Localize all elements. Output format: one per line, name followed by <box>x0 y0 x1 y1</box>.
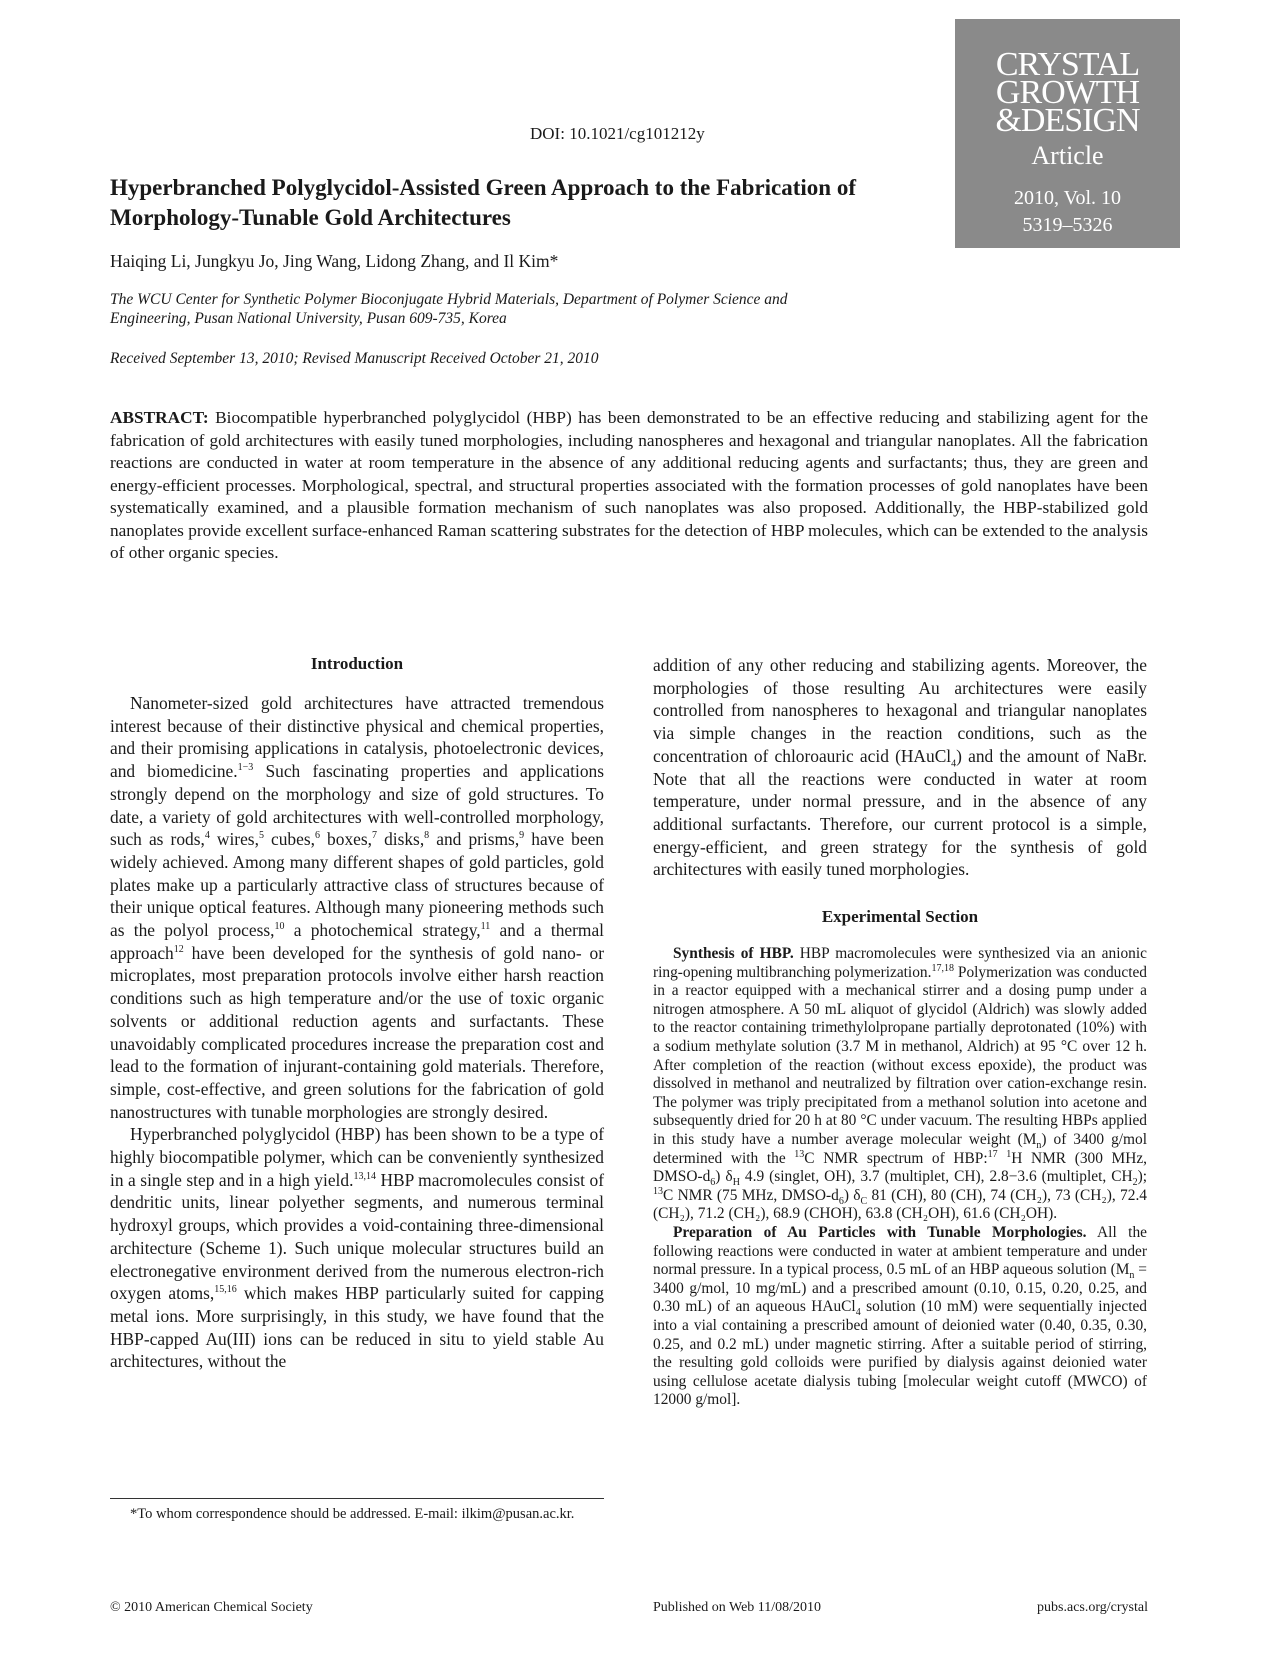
section-heading-introduction: Introduction <box>310 654 404 673</box>
affiliation: The WCU Center for Synthetic Polymer Bioconjugate Hybrid Materials, Department of Polymer Science and Engineering, Pusan National University, Pusan 609-735, Korea <box>110 291 788 327</box>
paper-title: Hyperbranched Polyglycidol-Assisted Green Approach to the Fabrication of Morphology-Tunable Gold Architectures <box>110 175 856 230</box>
footer-journal-url[interactable]: pubs.acs.org/crystal <box>1037 1600 1148 1615</box>
intro-paragraph-3: addition of any other reducing and stabilizing agents. Moreover, the morphologies of those resulting Au architectures were easily controlled from nanospheres to hexagonal and triangular nanoplates via simple changes in the reaction conditions, such as the concentration of chloroauric acid (HAuCl$_4$) and the amount of NaBr. Note that all the reactions were conducted in water at room temperature, under normal pressure, and in the absence of any additional surfactants. Therefore, our current protocol is a simple, energy-efficient, and green strategy for the synthesis of gold architectures with easily tuned morphologies. <box>653 655 1147 880</box>
intro-paragraph-1: Nanometer-sized gold architectures have attracted tremendous interest because of their distinctive physical and chemical properties, and their promising applications in catalysis, photoelectronic devices, and biomedicine.$^{1-3}$ Such fascinating properties and applications strongly depend on the morphology and size of gold structures. To date, a variety of gold architectures with well-controlled morphology, such as rods,$^4$ wires,$^5$ cubes,$^6$ boxes,$^7$ disks,$^8$ and prisms,$^9$ have been widely achieved. Among many different shapes of gold particles, gold plates make up a particularly attractive class of structures because of their unique optical features. Although many pioneering methods such as the polyol process,$^{10}$ a photochemical strategy,$^{11}$ and a thermal approach$^{12}$ have been developed for the synthesis of gold nano- or microplates, most preparation protocols involve either harsh reaction conditions such as high temperature and/or the use of toxic organic solvents or additional reduction agents and surfactants. These unavoidably complicated procedures increase the preparation cost and lead to the formation of injurant-containing gold materials. Therefore, simple, cost-effective, and green solutions for the fabrication of gold nanostructures with tunable morphologies are strongly desired. <box>110 693 605 1122</box>
footer-copyright: © 2010 American Chemical Society <box>110 1600 313 1615</box>
abstract-text: Biocompatible hyperbranched polyglycidol (HBP) has been demonstrated to be an effective reducing and stabilizing agent for the fabrication of gold architectures with easily tuned morphologies, including nanospheres and hexagonal and triangular nanoplates. All the fabrication reactions are conducted in water at room temperature in the absence of any additional reducing agents and surfactants; thus, they are green and energy-efficient processes. Morphological, spectral, and structural properties associated with the formation processes of gold nanoplates have been systematically examined, and a plausible formation mechanism of such nanoplates was also proposed. Additionally, the HBP-stabilized gold nanoplates provide excellent surface-enhanced Raman scattering substrates for the detection of HBP molecules, which can be extended to the analysis of other organic species. <box>110 408 1148 562</box>
experimental-paragraph-1: Synthesis of HBP. HBP macromolecules were synthesized via an anionic ring-opening multibranching polymerization.$^{17,18}$ Polymerization was conducted in a reactor equipped with a mechanical stirrer and a dosing pump under a nitrogen atmosphere. A 50 mL aliquot of glycidol (Aldrich) was slowly added to the reactor containing trimethylolpropane partially deprotonated (10%) with a sodium methylate solution (3.7 M in methanol, Aldrich) at 95 °C over 12 h. After completion of the reaction (without excess epoxide), the product was dissolved in methanol and neutralized by filtration over cation-exchange resin. The polymer was triply precipitated from a methanol solution into acetone and subsequently dried for 20 h at 80 °C under vacuum. The resulting HBPs applied in this study have a number average molecular weight $(M_n)$ of 3400 g/mol determined with the $^{13}$C NMR spectrum of HBP:$^{17}$ $^1$H NMR (300 MHz, DMSO-$d_6$) $\delta_H$ 4.9 (singlet, OH), 3.7 (multiplet, CH), 2.8−3.6 (multiplet, $CH_2$); $^{13}$C NMR (75 MHz, DMSO-$d_6$) $\delta_C$ 81 (CH), 80 (CH), 74 (CH₂), 73 (CH₂), 72.4 (CH₂), 71.2 (CH₂), 68.9 (CHOH), 63.8 (CH₂OH), 61.6 (CH₂OH). <box>653 945 1148 1223</box>
intro-paragraph-2: Hyperbranched polyglycidol (HBP) has been shown to be a type of highly biocompatible polymer, which can be conveniently synthesized in a single step and in a high yield.$^{13,14}$ HBP macromolecules consist of dendritic units, linear polyether segments, and numerous terminal hydroxyl groups, which provides a void-containing three-dimensional architecture (Scheme 1). Such unique molecular structures build an electronegative environment derived from the numerous electron-rich oxygen atoms,$^{15,16}$ which makes HBP particularly suited for capping metal ions. More surprisingly, in this study, we have found that the HBP-capped Au(III) ions can be reduced in situ to yield stable Au architectures, without the <box>110 1124 604 1372</box>
experimental-paragraph-2: Preparation of Au Particles with Tunable Morphologies. All the following reactions were conducted in water at ambient temperature and under normal pressure. In a typical process, 0.5 mL of an HBP aqueous solution ($M_n = 3400$ g/mol, 10 mg/mL) and a prescribed amount (0.10, 0.15, 0.20, 0.25, and 0.30 mL) of an aqueous HAuCl$_4$ solution (10 mM) were sequentially injected into a vial containing a prescribed amount of deionied water (0.40, 0.35, 0.30, 0.25, and 0.2 mL) under magnetic stirring. After a suitable period of stirring, the resulting gold colloids were purified by dialysis against deionied water using cellulose acetate dialysis tubing [molecular weight cutoff (MWCO) of 12000 g/mol]. <box>653 1223 1147 1409</box>
journal-volume: 2010, Vol. 10 <box>1013 187 1122 209</box>
received-dates: Received September 13, 2010; Revised Manuscript Received October 21, 2010 <box>110 350 599 367</box>
column-right <box>653 654 1147 1410</box>
correspondence-footnote: *To whom correspondence should be addressed. E-mail: ilkim@pusan.ac.kr. <box>130 1506 575 1522</box>
footnote-divider <box>110 1498 604 1499</box>
article-type: Article <box>1031 141 1104 170</box>
doi: DOI: 10.1021/cg101212y <box>530 124 705 143</box>
authors: Haiqing Li, Jungkyu Jo, Jing Wang, Lidong Zhang, and Il Kim* <box>110 251 559 271</box>
abstract <box>110 407 1148 565</box>
journal-pages: 5319–5326 <box>1022 214 1113 236</box>
journal-badge <box>955 19 1180 248</box>
journal-logo: CRYSTAL GROWTH &DESIGN <box>995 46 1140 139</box>
section-heading-experimental: Experimental Section <box>821 907 979 927</box>
footer-published-date: Published on Web 11/08/2010 <box>653 1600 822 1615</box>
abstract-label: ABSTRACT: <box>110 408 209 427</box>
column-left <box>110 654 604 1373</box>
